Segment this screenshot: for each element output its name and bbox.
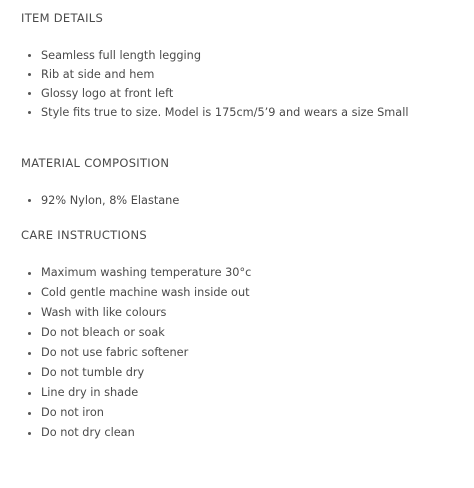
list-item-text: Style fits true to size. Model is 175cm/5’9 and wears a size Small — [41, 106, 409, 119]
list-item — [21, 84, 474, 103]
list-item-text: Seamless full length legging — [41, 49, 202, 62]
bullet-icon — [28, 392, 31, 395]
item-details-heading: ITEM DETAILS — [21, 11, 104, 25]
bullet-icon — [28, 54, 31, 57]
bullet-icon — [28, 73, 31, 76]
material-composition-section — [21, 156, 474, 210]
bullet-icon — [28, 92, 31, 95]
list-item — [21, 103, 474, 122]
bullet-icon — [28, 332, 31, 335]
care-instructions-list — [21, 263, 474, 443]
list-item — [21, 65, 474, 84]
care-instructions-section — [21, 228, 474, 443]
list-item — [21, 191, 474, 210]
list-item-text: Rib at side and hem — [41, 68, 155, 81]
list-item-text: Line dry in shade — [41, 386, 139, 399]
list-item-text: Do not use fabric softener — [41, 346, 189, 359]
material-composition-list — [21, 191, 474, 210]
list-item-text: Do not tumble dry — [41, 366, 145, 379]
list-item-text: Do not dry clean — [41, 426, 135, 439]
bullet-icon — [28, 111, 31, 114]
bullet-icon — [28, 432, 31, 435]
list-item-text: 92% Nylon, 8% Elastane — [41, 194, 180, 207]
list-item — [21, 283, 474, 303]
list-item-text: Wash with like colours — [41, 306, 167, 319]
bullet-icon — [28, 412, 31, 415]
list-item — [21, 303, 474, 323]
list-item-text: Maximum washing temperature 30°c — [41, 266, 252, 279]
list-item — [21, 343, 474, 363]
list-item — [21, 46, 474, 65]
list-item — [21, 403, 474, 423]
bullet-icon — [28, 199, 31, 202]
list-item — [21, 363, 474, 383]
list-item — [21, 323, 474, 343]
list-item — [21, 383, 474, 403]
bullet-icon — [28, 292, 31, 295]
list-item-text: Glossy logo at front left — [41, 87, 174, 100]
list-item — [21, 263, 474, 283]
bullet-icon — [28, 372, 31, 375]
care-instructions-heading: CARE INSTRUCTIONS — [21, 228, 148, 242]
bullet-icon — [28, 312, 31, 315]
list-item-text: Do not bleach or soak — [41, 326, 165, 339]
list-item-text: Do not iron — [41, 406, 104, 419]
item-details-section — [21, 11, 474, 122]
item-details-list — [21, 46, 474, 122]
bullet-icon — [28, 352, 31, 355]
list-item-text: Cold gentle machine wash inside out — [41, 286, 250, 299]
material-composition-heading: MATERIAL COMPOSITION — [21, 156, 170, 170]
list-item — [21, 423, 474, 443]
bullet-icon — [28, 272, 31, 275]
